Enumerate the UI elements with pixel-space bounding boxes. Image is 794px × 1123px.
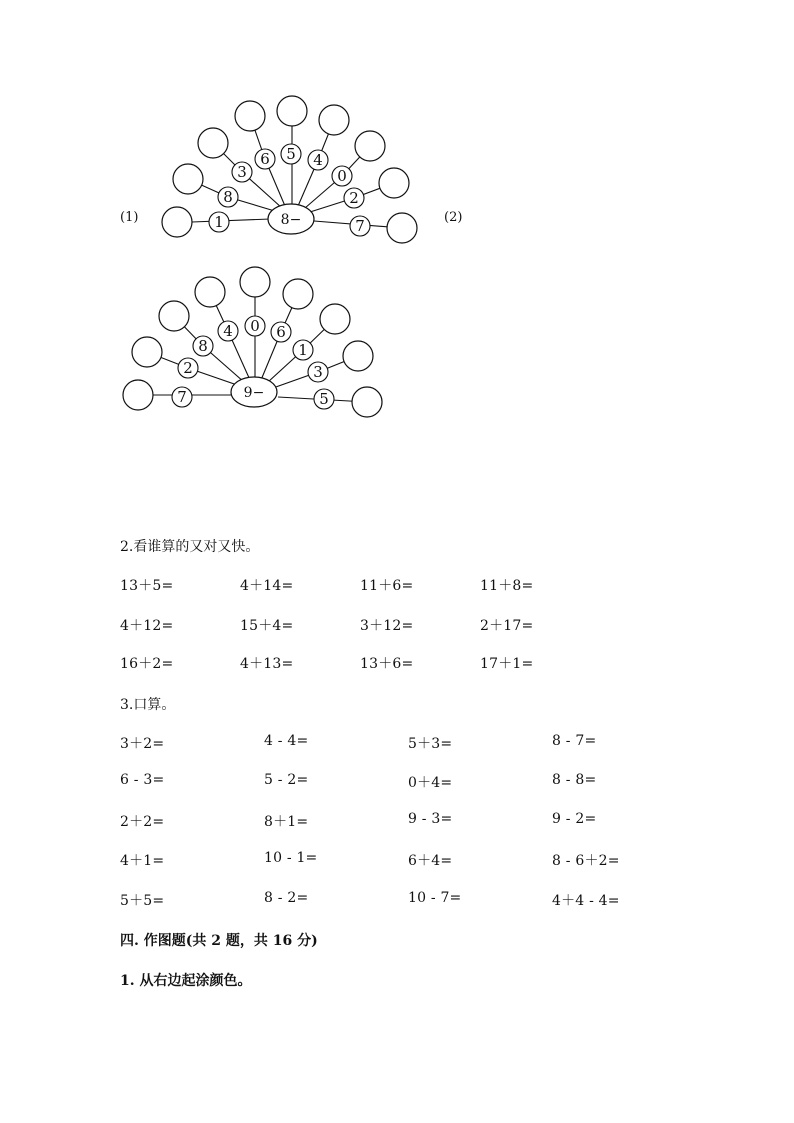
equation: 5＋3= (408, 736, 453, 752)
equation: 4＋4 - 4= (552, 893, 620, 909)
equation: 11＋8= (480, 578, 534, 594)
peacock1-number: 6 (260, 150, 270, 168)
answer-circle[interactable] (173, 164, 203, 194)
answer-circle[interactable] (123, 380, 153, 410)
equation: 6 - 3= (120, 772, 165, 788)
equation: 8 - 8= (552, 772, 597, 788)
answer-circle[interactable] (162, 207, 192, 237)
answer-circle[interactable] (198, 128, 228, 158)
part4-question1: 1. 从右边起涂颜色。 (120, 973, 252, 989)
peacock1-number: 8 (223, 188, 233, 206)
equation: 15＋4= (240, 618, 294, 634)
equation: 11＋6= (360, 578, 414, 594)
answer-circle[interactable] (277, 96, 307, 126)
peacock1-number: 4 (313, 151, 323, 169)
peacock1-number: 5 (286, 145, 296, 163)
equation: 10 - 1= (264, 850, 318, 866)
equation: 3＋2= (120, 736, 165, 752)
answer-circle[interactable] (387, 213, 417, 243)
equation: 17＋1= (480, 656, 534, 672)
peacock2-number: 0 (250, 317, 260, 335)
part4-heading: 四. 作图题(共 2 题，共 16 分) (120, 933, 318, 949)
equation: 2＋2= (120, 814, 165, 830)
answer-circle[interactable] (320, 304, 350, 334)
equation: 3＋12= (360, 618, 414, 634)
answer-circle[interactable] (343, 341, 373, 371)
equation: 9 - 2= (552, 811, 597, 827)
peacock2-center-text: 9− (243, 385, 265, 401)
peacock2-number: 6 (276, 323, 286, 341)
peacock1-label: (1) (120, 210, 139, 225)
peacock2-number: 5 (319, 390, 329, 408)
equation: 4＋1= (120, 853, 165, 869)
equation: 5＋5= (120, 893, 165, 909)
peacock2-number: 8 (198, 337, 208, 355)
equation: 9 - 3= (408, 811, 453, 827)
peacock1-number: 3 (237, 163, 247, 181)
equation: 4＋13= (240, 656, 294, 672)
equation: 8 - 6＋2= (552, 853, 620, 869)
peacock1-number: 0 (337, 167, 347, 185)
peacock2-number: 3 (313, 363, 323, 381)
equation: 0＋4= (408, 775, 453, 791)
answer-circle[interactable] (195, 277, 225, 307)
equation: 5 - 2= (264, 772, 309, 788)
equation: 10 - 7= (408, 890, 462, 906)
equation: 4＋12= (120, 618, 174, 634)
equation: 8 - 2= (264, 890, 309, 906)
peacock1-number: 1 (214, 213, 224, 231)
peacock2-label: (2) (444, 210, 463, 225)
peacock2-number: 7 (177, 388, 187, 406)
answer-circle[interactable] (235, 101, 265, 131)
equation: 4 - 4= (264, 733, 309, 749)
answer-circle[interactable] (355, 131, 385, 161)
answer-circle[interactable] (379, 168, 409, 198)
section2-title: 2.看谁算的又对又快。 (120, 539, 260, 555)
answer-circle[interactable] (159, 301, 189, 331)
equation: 8＋1= (264, 814, 309, 830)
section3-title: 3.口算。 (120, 697, 176, 713)
equation: 2＋17= (480, 618, 534, 634)
answer-circle[interactable] (352, 387, 382, 417)
equation: 13＋6= (360, 656, 414, 672)
equation: 6＋4= (408, 853, 453, 869)
equation: 8 - 7= (552, 733, 597, 749)
answer-circle[interactable] (283, 279, 313, 309)
answer-circle[interactable] (319, 105, 349, 135)
peacock1-number: 2 (349, 189, 359, 207)
answer-circle[interactable] (132, 337, 162, 367)
peacock1-center-text: 8− (280, 212, 302, 228)
peacock2-number: 4 (223, 322, 233, 340)
peacock1-number: 7 (355, 217, 365, 235)
equation: 13＋5= (120, 578, 174, 594)
equation: 4＋14= (240, 578, 294, 594)
equation: 16＋2= (120, 656, 174, 672)
answer-circle[interactable] (240, 267, 270, 297)
peacock2-number: 1 (298, 341, 308, 359)
peacock2-number: 2 (183, 359, 193, 377)
peacock-diagrams (0, 0, 794, 430)
